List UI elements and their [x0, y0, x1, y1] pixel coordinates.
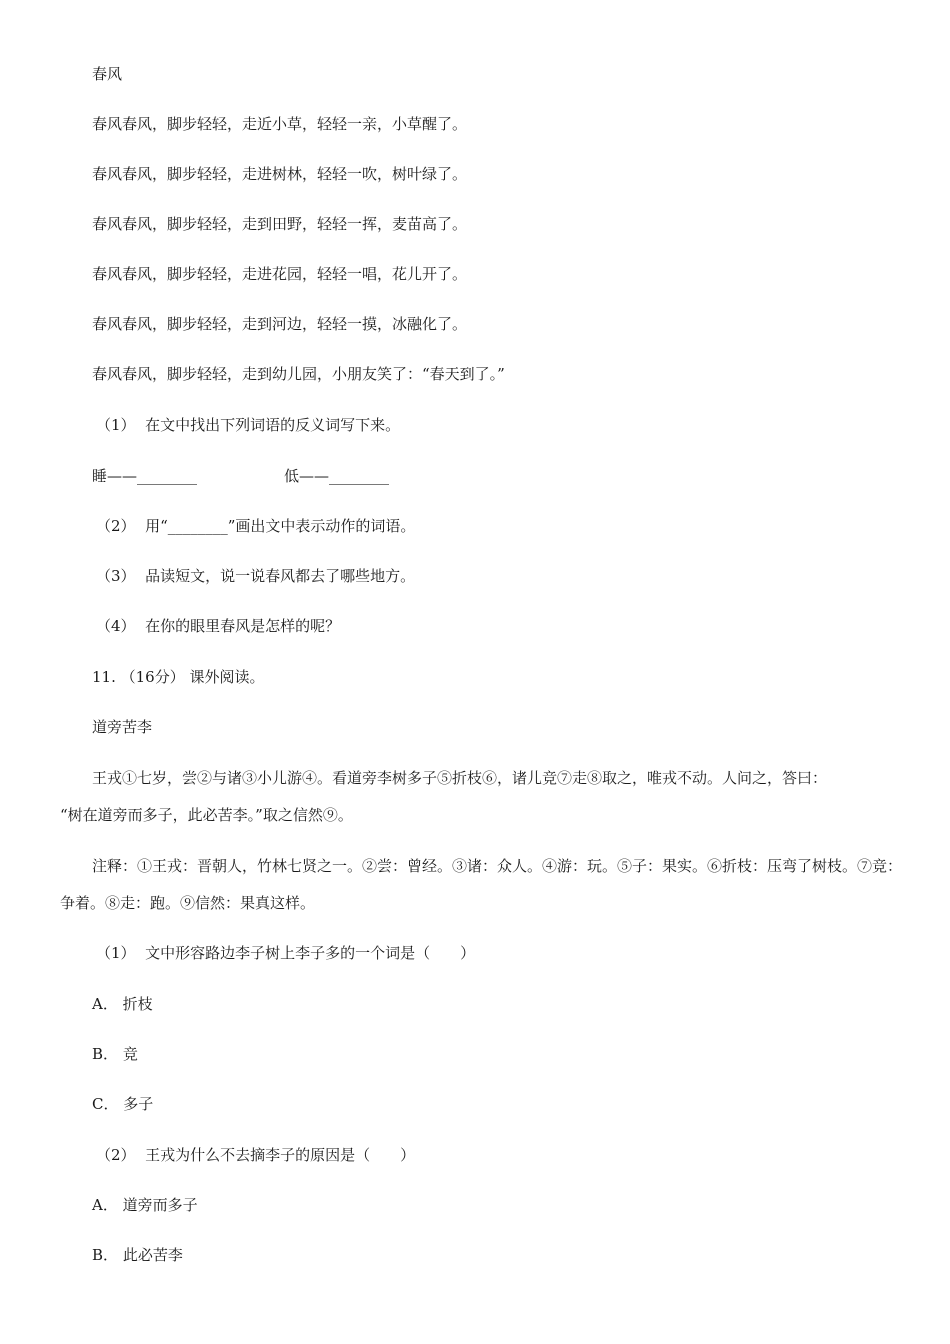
- answer-blank[interactable]: ________: [137, 467, 198, 485]
- annotation-line: 注释：①王戎：晋朝人，竹林七贤之一。②尝：曾经。③诸：众人。④游：玩。⑤子：果实。⑥折枝：压弯了树枝。⑦竞：: [92, 857, 903, 875]
- subquestion-text: 在你的眼里春风是怎样的呢？: [145, 617, 341, 635]
- q10-sub1: [96, 415, 400, 435]
- q10-sub3: [96, 566, 415, 586]
- answer-blank[interactable]: ________: [329, 467, 390, 485]
- subquestion-number: （3）: [96, 567, 136, 585]
- q11-sub2: [96, 1145, 415, 1165]
- subquestion-number: （1）: [96, 416, 136, 434]
- passage-title: 道旁苦李: [92, 718, 153, 736]
- antonym-item-low: [284, 466, 389, 486]
- option-letter: C．: [92, 1095, 119, 1113]
- q10-sub4: [96, 616, 340, 636]
- subquestion-number: （2）: [96, 1146, 136, 1164]
- option-b[interactable]: [92, 1044, 138, 1064]
- poem-line: 春风春风，脚步轻轻，走到幼儿园，小朋友笑了：“春天到了。”: [92, 365, 505, 383]
- antonym-word: 睡——: [92, 467, 138, 485]
- subquestion-number: （4）: [96, 617, 136, 635]
- q10-sub2: [96, 516, 415, 536]
- option-text: 折枝: [122, 995, 153, 1013]
- option-text: 道旁而多子: [122, 1196, 198, 1214]
- subquestion-text: 王戎为什么不去摘李子的原因是（ ）: [145, 1146, 416, 1164]
- subquestion-text: 在文中找出下列词语的反义词写下来。: [145, 416, 401, 434]
- option-a[interactable]: [92, 1195, 198, 1215]
- annotation-line: 争着。⑧走：跑。⑨信然：果真这样。: [60, 894, 316, 912]
- poem-title: 春风: [92, 65, 123, 83]
- poem-line: 春风春风，脚步轻轻，走近小草，轻轻一亲，小草醒了。: [92, 115, 468, 133]
- passage-body-line: 王戎①七岁，尝②与诸③小儿游④。看道旁李树多子⑤折枝⑥，诸儿竞⑦走⑧取之，唯戎不动。人问之，答曰：: [92, 769, 828, 787]
- option-text: 多子: [123, 1095, 154, 1113]
- antonym-word: 低——: [284, 467, 330, 485]
- option-letter: A．: [92, 995, 118, 1013]
- poem-line: 春风春风，脚步轻轻，走到田野，轻轻一挥，麦苗高了。: [92, 215, 468, 233]
- subquestion-number: （2）: [96, 517, 136, 535]
- subquestion-text: 文中形容路边李子树上李子多的一个词是（ ）: [145, 944, 476, 962]
- option-b[interactable]: [92, 1245, 183, 1265]
- option-a[interactable]: [92, 994, 153, 1014]
- subquestion-text-post: ”画出文中表示动作的词语。: [227, 517, 416, 535]
- subquestion-number: （1）: [96, 944, 136, 962]
- poem-line: 春风春风，脚步轻轻，走进树林，轻轻一吹，树叶绿了。: [92, 165, 468, 183]
- subquestion-text-pre: 用“: [145, 517, 168, 535]
- option-letter: A．: [92, 1196, 118, 1214]
- poem-line: 春风春风，脚步轻轻，走到河边，轻轻一摸，冰融化了。: [92, 315, 468, 333]
- q11-sub1: [96, 943, 475, 963]
- antonym-item-sleep: [92, 466, 197, 486]
- poem-line: 春风春风，脚步轻轻，走进花园，轻轻一唱，花儿开了。: [92, 265, 468, 283]
- subquestion-text: 品读短文，说一说春风都去了哪些地方。: [145, 567, 416, 585]
- option-c[interactable]: [92, 1094, 153, 1114]
- option-letter: B．: [92, 1045, 119, 1063]
- q11-header: 11. （16分） 课外阅读。: [92, 668, 265, 686]
- passage-body-line: “树在道旁而多子，此必苦李。”取之信然⑨。: [60, 806, 353, 824]
- option-letter: B．: [92, 1246, 119, 1264]
- underline-sample: ________: [167, 517, 228, 535]
- option-text: 此必苦李: [122, 1246, 183, 1264]
- option-text: 竞: [122, 1045, 138, 1063]
